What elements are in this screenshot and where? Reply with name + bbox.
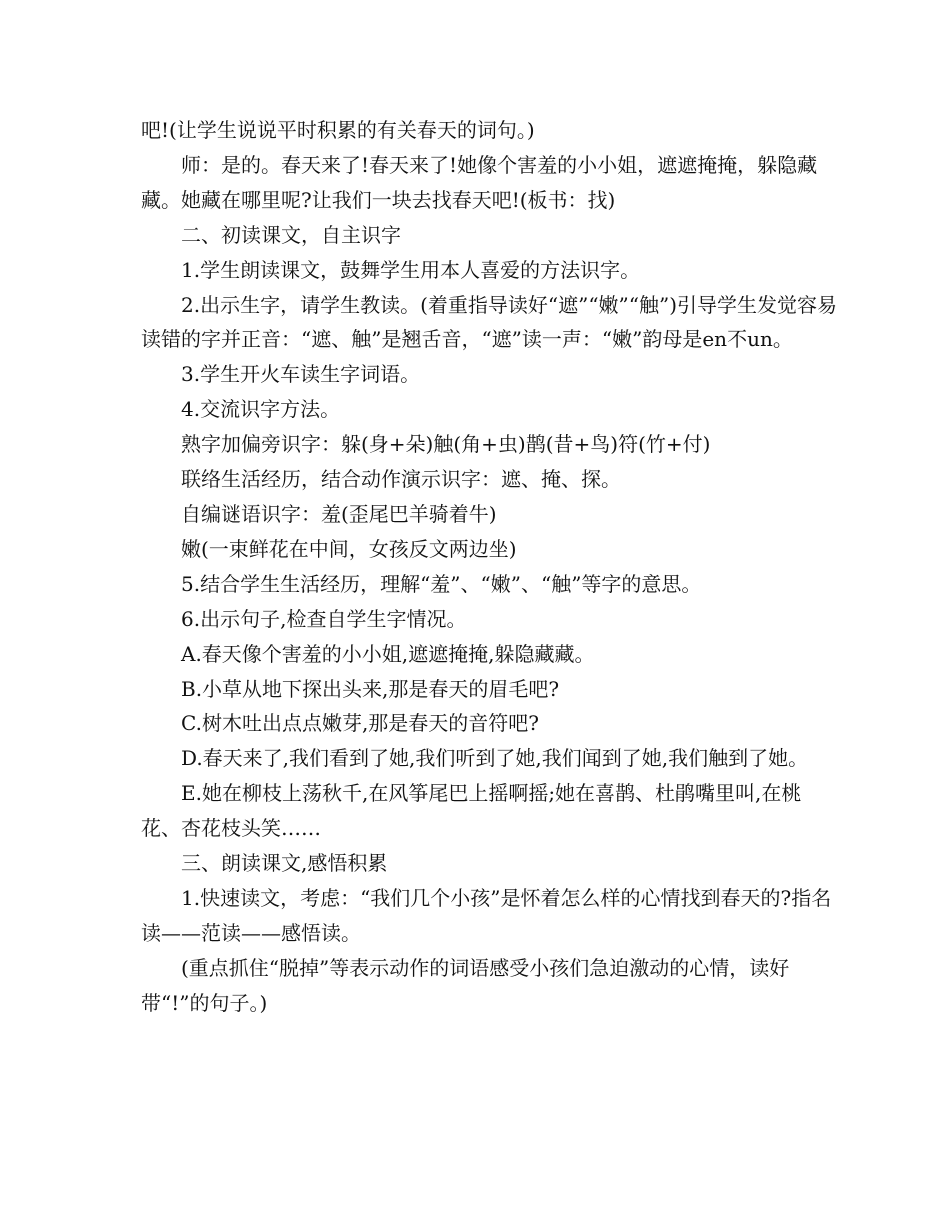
paragraph: C.树木吐出点点嫩芽,那是春天的音符吧? [181, 711, 540, 736]
paragraph: A.春天像个害羞的小小姐,遮遮掩掩,躲隐藏藏。 [181, 641, 595, 666]
paragraph: (重点抓住“脱掉”等表示动作的词语感受小孩们急迫激动的心情，读好带“!”的句子。) [141, 955, 790, 1015]
paragraph: 嫩(一束鲜花在中间，女孩反文两边坐) [181, 536, 517, 561]
paragraph: B.小草从地下探出头来,那是春天的眉毛吧? [181, 676, 560, 701]
paragraph: 自编谜语识字：羞(歪尾巴羊骑着牛) [181, 501, 497, 526]
paragraph: 6.出示句子,检查自学生字情况。 [181, 606, 467, 631]
paragraph: 1.快速读文，考虑：“我们几个小孩”是怀着怎么样的心情找到春天的?指名读——范读——感悟读。 [141, 885, 832, 945]
paragraph: 熟字加偏旁识字：躲(身+朵)触(角+虫)鹊(昔+鸟)符(竹+付) [181, 432, 711, 457]
paragraph: 2.出示生字，请学生教读。(着重指导读好“遮”“嫩”“触”)引导学生发觉容易读错的字并正音：“遮、触”是翘舌音，“遮”读一声：“嫩”韵母是en不un。 [141, 292, 838, 352]
document-body [141, 113, 841, 1021]
paragraph: 3.学生开火车读生字词语。 [181, 362, 421, 387]
paragraph: 4.交流识字方法。 [181, 397, 341, 422]
paragraph: 5.结合学生生活经历，理解“羞”、“嫩”、“触”等字的意思。 [181, 571, 702, 596]
paragraph: 1.学生朗读课文，鼓舞学生用本人喜爱的方法识字。 [181, 257, 641, 282]
paragraph: D.春天来了,我们看到了她,我们听到了她,我们闻到了她,我们触到了她。 [181, 746, 809, 771]
section-heading: 三、朗读课文,感悟积累 [181, 851, 388, 876]
paragraph: 师：是的。春天来了!春天来了!她像个害羞的小小姐，遮遮掩掩，躲隐藏藏。她藏在哪里呢?让我们一块去找春天吧!(板书：找) [141, 152, 818, 212]
paragraph: 吧!(让学生说说平时积累的有关春天的词句。) [141, 118, 535, 142]
paragraph: 联络生活经历，结合动作演示识字：遮、掩、探。 [181, 467, 621, 492]
section-heading: 二、初读课文，自主识字 [181, 222, 401, 247]
paragraph: E.她在柳枝上荡秋千,在风筝尾巴上摇啊摇;她在喜鹊、杜鹃嘴里叫,在桃花、杏花枝头笑…… [141, 781, 802, 841]
